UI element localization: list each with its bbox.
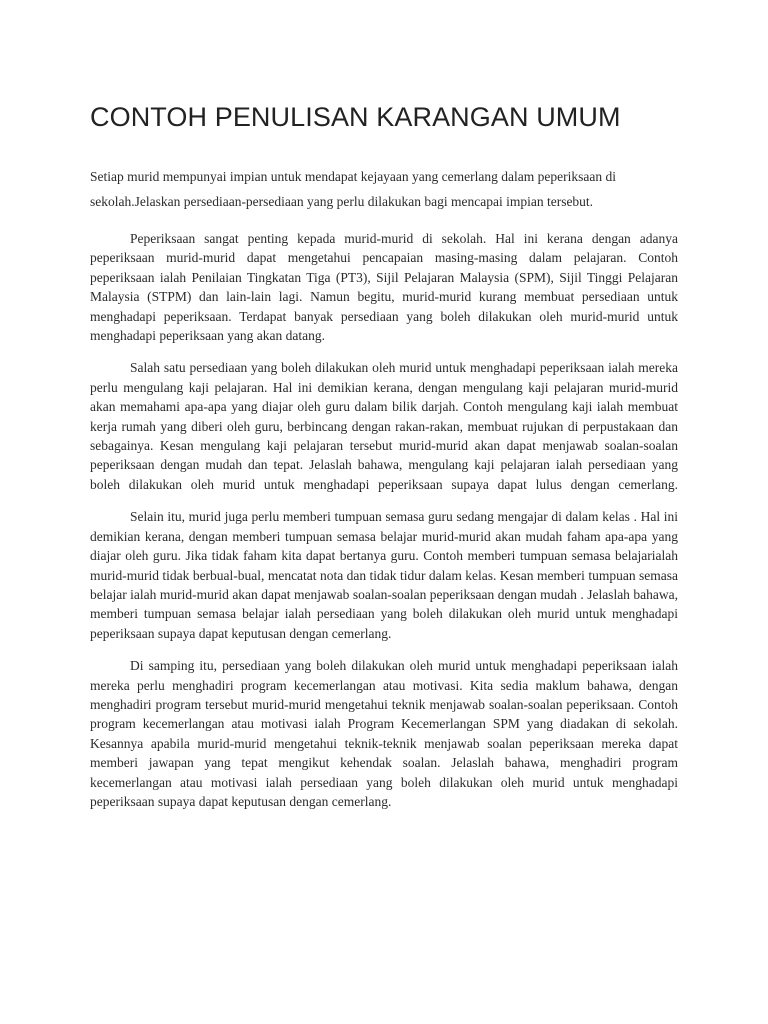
essay-prompt: Setiap murid mempunyai impian untuk mendapat kejayaan yang cemerlang dalam peperiksaan di sekolah.Jelaskan persediaan-persediaan yang perlu dilakukan bagi mencapai impian tersebut. bbox=[90, 169, 616, 209]
document-title: CONTOH PENULISAN KARANGAN UMUM bbox=[90, 102, 621, 132]
paragraph-introduction: Peperiksaan sangat penting kepada murid-murid di sekolah. Hal ini kerana dengan adanya peperiksaan murid-murid dapat mengetahui pencapaian masing-masing dalam pelajaran. Contoh peperiksaan ialah Penilaian Tingkatan Tiga (PT3), Sijil Pelajaran Malaysia (SPM), Sijil Tinggi Pelajaran Malaysia (STPM) dan lain-lain lagi. Namun begitu, murid-murid kurang membuat persediaan untuk menghadapi peperiksaan. Terdapat banyak persediaan yang boleh dilakukan oleh murid-murid untuk menghadapi peperiksaan yang akan datang. bbox=[90, 231, 678, 344]
paragraph-program-kecemerlangan: Di samping itu, persediaan yang boleh dilakukan oleh murid untuk menghadapi peperiksaan ialah mereka perlu menghadiri program kecemerlangan atau motivasi. Kita sedia maklum bahawa, dengan menghadiri program tersebut murid-murid mengetahui teknik menjawab soalan-soalan peperiksaan. Contoh program kecemerlangan atau motivasi ialah Program Kecemerlangan SPM yang diadakan di sekolah. Kesannya apabila murid-murid mengetahui teknik-teknik menjawab soalan peperiksaan mereka dapat memberi jawapan yang tepat mengikut kehendak soalan. Jelaslah bahawa, menghadiri program kecemerlangan atau motivasi ialah persediaan yang boleh dilakukan oleh murid untuk menghadapi peperiksaan supaya dapat keputusan dengan cemerlang. bbox=[90, 658, 678, 809]
paragraph-mengulang-kaji: Salah satu persediaan yang boleh dilakukan oleh murid untuk menghadapi peperiksaan ialah mereka perlu mengulang kaji pelajaran. Hal ini demikian kerana, dengan mengulang kaji pelajaran murid-murid akan memahami apa-apa yang diajar oleh guru dalam bilik darjah. Contoh mengulang kaji ialah membuat kerja rumah yang diberi oleh guru, berbincang dengan rakan-rakan, membuat rujukan di perpustakaan dan sebagainya. Kesan mengulang kaji pelajaran tersebut murid-murid akan dapat menjawab soalan-soalan peperiksaan dengan mudah dan tepat. Jelaslah bahawa, mengulang kaji pelajaran ialah persediaan yang boleh dilakukan oleh murid untuk menghadapi peperiksaan supaya dapat lulus dengan cemerlang. bbox=[90, 360, 678, 492]
document-page bbox=[90, 98, 678, 824]
paragraph-memberi-tumpuan: Selain itu, murid juga perlu memberi tumpuan semasa guru sedang mengajar di dalam kelas . Hal ini demikian kerana, dengan memberi tumpuan semasa belajar murid-murid akan mudah faham apa-apa yang diajar oleh guru. Jika tidak faham kita dapat bertanya guru. Contoh memberi tumpuan semasa belajarialah murid-murid tidak berbual-bual, mencatat nota dan tidak tidur dalam kelas. Kesan memberi tumpuan semasa belajar ialah murid-murid akan dapat menjawab soalan-soalan peperiksaan dengan mudah . Jelaslah bahawa, memberi tumpuan semasa belajar ialah persediaan yang boleh dilakukan oleh murid untuk menghadapi peperiksaan supaya dapat keputusan dengan cemerlang. bbox=[90, 509, 678, 641]
